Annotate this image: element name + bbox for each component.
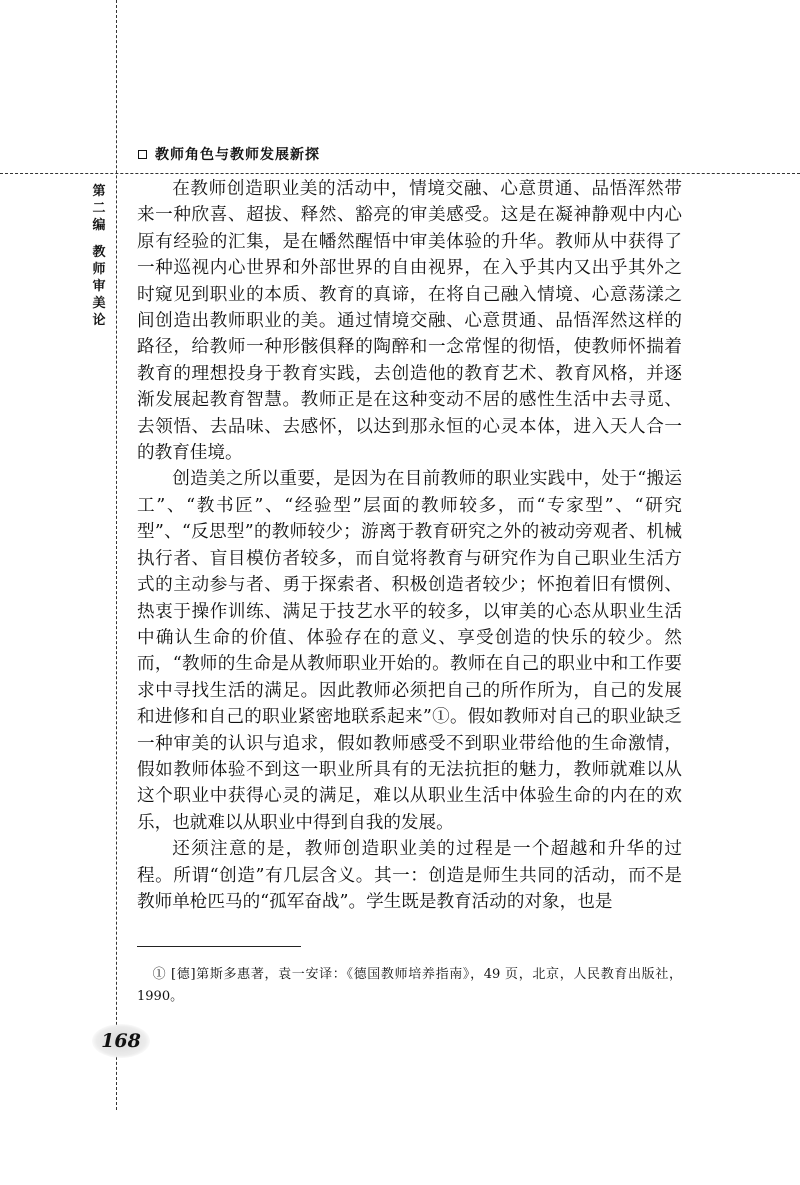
- side-label-char: 二: [92, 201, 106, 216]
- footnote: [137, 964, 682, 1008]
- paragraph: 在教师创造职业美的活动中，情境交融、心意贯通、品悟浑然带来一种欣喜、超拔、释然、豁亮的审美感受。这是在凝神静观中内心原有经验的汇集，是在幡然醒悟中审美体验的升华。教师从中获得了一种巡视内心世界和外部世界的自由视界，在入乎其内又出乎其外之时窥见到职业的本质、教育的真谛，在将自己融入情境、心意荡漾之间创造出教师职业的美。通过情境交融、心意贯通、品悟浑然这样的路径，给教师一种形骸俱释的陶醉和一念常惺的彻悟，使教师怀揣着教育的理想投身于教育实践，去创造他的教育艺术、教育风格，并逐渐发展起教育智慧。教师正是在这种变动不居的感性生活中去寻觅、去领悟、去品味、去感怀，以达到那永恒的心灵本体，进入天人合一的教育佳境。: [137, 179, 682, 464]
- header-square-icon: [138, 150, 147, 159]
- side-label-char: 审: [92, 279, 106, 294]
- footnote-text: ① [德]第斯多惠著，袁一安译：《德国教师培养指南》，49 页，北京，人民教育出版社，1990。: [137, 967, 682, 1004]
- paragraph: 创造美之所以重要，是因为在目前教师的职业实践中，处于“搬运工”、“教书匠”、“经验型”层面的教师较多，而“专家型”、“研究型”、“反思型”的教师较少；游离于教育研究之外的被动旁观者、机械执行者、盲目模仿者较多，而自觉将教育与研究作为自己职业生活方式的主动参与者、勇于探索者、积极创造者较少；怀抱着旧有惯例、热衷于操作训练、满足于技艺水平的较多，以审美的心态从职业生活中确认生命的价值、体验存在的意义、享受创造的快乐的较少。然而，“教师的生命是从教师职业开始的。教师在自己的职业中和工作要求中寻找生活的满足。因此教师必须把自己的所作所为，自己的发展和进修和自己的职业紧密地联系起来”①。假如教师对自己的职业缺乏一种审美的认识与追求，假如教师感受不到职业带给他的生命激情，假如教师体验不到这一职业所具有的无法抗拒的魅力，教师就难以从这个职业中获得心灵的满足，难以从职业生活中体验生命的内在的欢乐，也就难以从职业中得到自我的发展。: [137, 469, 682, 833]
- running-header: [138, 142, 320, 166]
- page-number: 168: [92, 1024, 150, 1058]
- side-label-char: 教: [92, 245, 106, 260]
- side-label-char: 编: [92, 218, 106, 233]
- side-label-char: 美: [92, 296, 106, 311]
- side-label-char: 师: [92, 262, 106, 277]
- footnote-rule: [137, 946, 301, 947]
- binding-margin-line: [116, 0, 117, 1110]
- paragraph: 还须注意的是，教师创造职业美的过程是一个超越和升华的过程。所谓“创造”有几层含义。其一：创造是师生共同的活动，而不是教师单枪匹马的“孤军奋战”。学生既是教育活动的对象，也是: [137, 839, 682, 912]
- side-label-char: 第: [92, 184, 106, 199]
- side-label-char: 论: [92, 313, 106, 328]
- section-side-label: [88, 183, 110, 329]
- header-rule: [0, 173, 800, 174]
- body-text: [137, 176, 682, 915]
- header-title: 教师角色与教师发展新探: [155, 147, 320, 163]
